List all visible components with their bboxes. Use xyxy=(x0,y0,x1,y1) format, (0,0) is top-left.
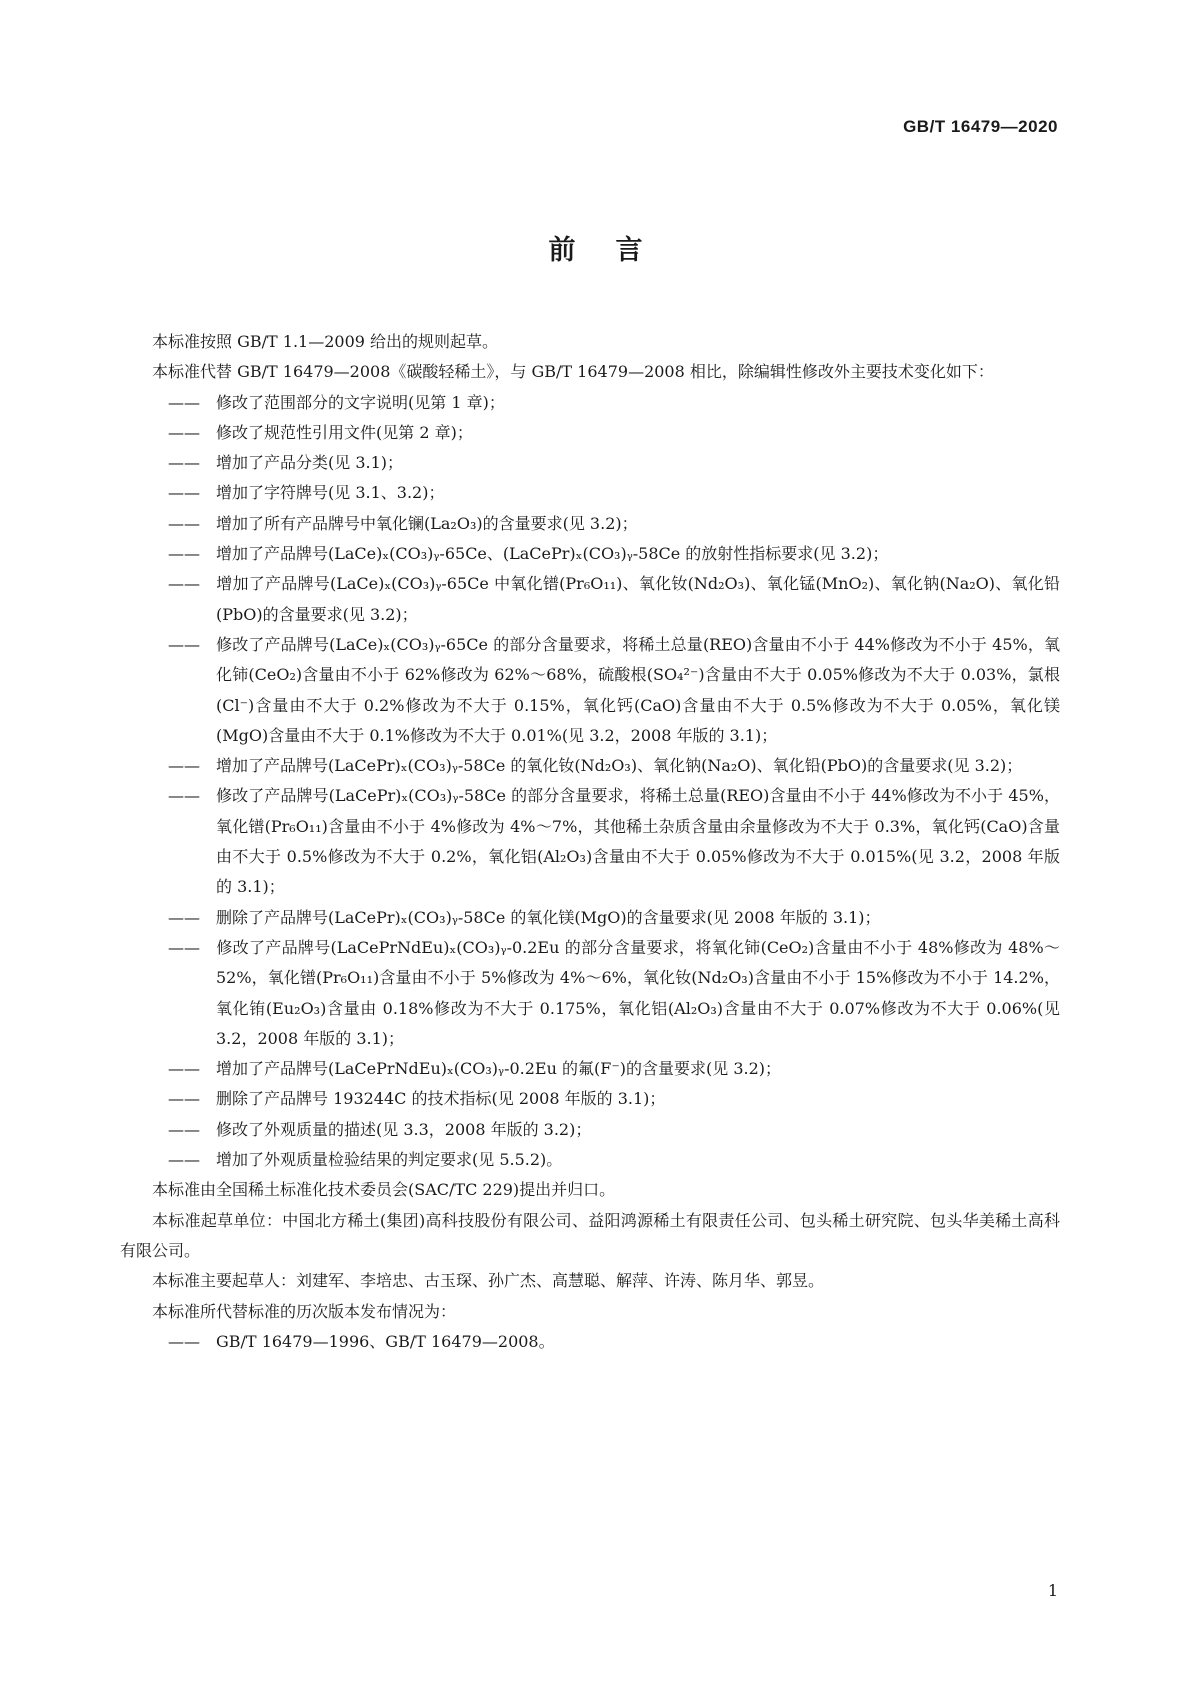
paragraph-proposer: 本标准由全国稀土标准化技术委员会(SAC/TC 229)提出并归口。 xyxy=(152,1180,616,1200)
foreword-body xyxy=(120,327,1060,1357)
list-item-text: 修改了范围部分的文字说明(见第 1 章)； xyxy=(216,392,505,412)
list-item-text: 增加了所有产品牌号中氧化镧(La₂O₃)的含量要求(见 3.2)； xyxy=(216,513,638,533)
dash-marker: —— xyxy=(168,907,200,927)
paragraph-drafting-rules: 本标准按照 GB/T 1.1—2009 给出的规则起草。 xyxy=(152,332,499,351)
list-item-text: GB/T 16479—1996、GB/T 16479—2008。 xyxy=(216,1331,555,1351)
list-item xyxy=(120,1054,1060,1084)
dash-marker: —— xyxy=(168,1331,200,1351)
paragraph-replacement: 本标准代替 GB/T 16479—2008《碳酸轻稀土》，与 GB/T 16479—2008 相比，除编辑性修改外主要技术变化如下： xyxy=(152,362,994,382)
list-item-text: 增加了字符牌号(见 3.1、3.2)； xyxy=(216,483,445,503)
standard-code: GB/T 16479—2020 xyxy=(903,117,1058,136)
dash-marker: —— xyxy=(168,786,200,806)
dash-marker: —— xyxy=(168,574,200,594)
dash-marker: —— xyxy=(168,1059,200,1079)
list-item xyxy=(120,1115,1060,1145)
dash-marker: —— xyxy=(168,513,200,533)
paragraph-history: 本标准所代替标准的历次版本发布情况为： xyxy=(152,1301,457,1321)
list-item-text: 修改了规范性引用文件(见第 2 章)； xyxy=(216,422,473,442)
list-item xyxy=(120,903,1060,933)
list-item xyxy=(120,509,1060,539)
dash-marker: —— xyxy=(168,756,200,776)
dash-marker: —— xyxy=(168,453,200,473)
list-item xyxy=(120,388,1060,418)
dash-marker: —— xyxy=(168,1150,200,1170)
list-item xyxy=(120,933,1060,1054)
list-item-text: 增加了产品分类(见 3.1)； xyxy=(216,453,404,473)
list-item-text: 修改了产品牌号(LaCePr)ₓ(CO₃)ᵧ-58Ce 的部分含量要求，将稀土总量(REO)含量由不小于 44%修改为不小于 45%，氧化镨(Pr₆O₁₁)含量由不小于 4%修改为 4%～7%，其他稀土杂质含量由余量修改为不大于 0.3%，氧化钙(CaO)含量由不大于 0.5%修改为不大于 0.2%，氧化铝(Al₂O₃)含量由不大于 0.05%修改为不大于 0.015%(见 3.2，2008 年版的 3.1)； xyxy=(216,786,1060,897)
dash-marker: —— xyxy=(168,392,200,412)
dash-marker: —— xyxy=(168,1089,200,1109)
list-item xyxy=(120,448,1060,478)
list-item xyxy=(120,751,1060,781)
dash-marker: —— xyxy=(168,544,200,564)
list-item xyxy=(120,569,1060,630)
dash-marker: —— xyxy=(168,634,200,654)
list-item-text: 增加了外观质量检验结果的判定要求(见 5.5.2)。 xyxy=(216,1150,563,1170)
list-item xyxy=(120,781,1060,902)
dash-marker: —— xyxy=(168,483,200,503)
page-number: 1 xyxy=(1047,1581,1058,1600)
list-item-text: 增加了产品牌号(LaCePrNdEu)ₓ(CO₃)ᵧ-0.2Eu 的氟(F⁻)的含量要求(见 3.2)； xyxy=(216,1059,782,1079)
paragraph-drafting-units: 本标准起草单位：中国北方稀土(集团)高科技股份有限公司、益阳鸿源稀土有限责任公司、包头稀土研究院、包头华美稀土高科有限公司。 xyxy=(120,1210,1060,1260)
page-title: 前言 xyxy=(548,235,683,266)
list-item-text: 删除了产品牌号 193244C 的技术指标(见 2008 年版的 3.1)； xyxy=(216,1089,666,1109)
list-item-text: 增加了产品牌号(LaCe)ₓ(CO₃)ᵧ-65Ce、(LaCePr)ₓ(CO₃)ᵧ-58Ce 的放射性指标要求(见 3.2)； xyxy=(216,544,889,564)
list-item xyxy=(120,418,1060,448)
list-item xyxy=(120,1145,1060,1175)
list-item-text: 修改了产品牌号(LaCePrNdEu)ₓ(CO₃)ᵧ-0.2Eu 的部分含量要求，将氧化铈(CeO₂)含量由不小于 48%修改为 48%～52%，氧化镨(Pr₆O₁₁)含量由不小于 5%修改为 4%～6%，氧化钕(Nd₂O₃)含量由不小于 15%修改为不小于 14.2%，氧化铕(Eu₂O₃)含量由 0.18%修改为不大于 0.175%，氧化铝(Al₂O₃)含量由不大于 0.07%修改为不大于 0.06%(见 3.2，2008 年版的 3.1)； xyxy=(216,937,1060,1048)
list-item xyxy=(120,1084,1060,1114)
list-item xyxy=(120,539,1060,569)
list-item-text: 删除了产品牌号(LaCePr)ₓ(CO₃)ᵧ-58Ce 的氧化镁(MgO)的含量要求(见 2008 年版的 3.1)； xyxy=(216,907,881,927)
list-item-text: 增加了产品牌号(LaCePr)ₓ(CO₃)ᵧ-58Ce 的氧化钕(Nd₂O₃)、氧化钠(Na₂O)、氧化铅(PbO)的含量要求(见 3.2)； xyxy=(216,756,1023,776)
dash-marker: —— xyxy=(168,1119,200,1139)
dash-marker: —— xyxy=(168,937,200,957)
list-item-text: 修改了外观质量的描述(见 3.3，2008 年版的 3.2)； xyxy=(216,1119,592,1139)
list-item xyxy=(120,478,1060,508)
list-item xyxy=(120,1327,1060,1357)
list-item-text: 增加了产品牌号(LaCe)ₓ(CO₃)ᵧ-65Ce 中氧化镨(Pr₆O₁₁)、氧化钕(Nd₂O₃)、氧化锰(MnO₂)、氧化钠(Na₂O)、氧化铅(PbO)的含量要求(见 3.2)； xyxy=(216,574,1060,624)
list-item xyxy=(120,630,1060,751)
paragraph-drafters: 本标准主要起草人：刘建军、李培忠、古玉琛、孙广杰、高慧聪、解萍、许涛、陈月华、郭昱。 xyxy=(152,1271,825,1291)
dash-marker: —— xyxy=(168,422,200,442)
list-item-text: 修改了产品牌号(LaCe)ₓ(CO₃)ᵧ-65Ce 的部分含量要求，将稀土总量(REO)含量由不小于 44%修改为不小于 45%，氧化铈(CeO₂)含量由不小于 62%修改为 62%～68%，硫酸根(SO₄²⁻)含量由不大于 0.05%修改为不大于 0.03%，氯根(Cl⁻)含量由不大于 0.2%修改为不大于 0.15%，氧化钙(CaO)含量由不大于 0.5%修改为不大于 0.05%，氧化镁(MgO)含量由不大于 0.1%修改为不大于 0.01%(见 3.2，2008 年版的 3.1)； xyxy=(216,634,1060,745)
